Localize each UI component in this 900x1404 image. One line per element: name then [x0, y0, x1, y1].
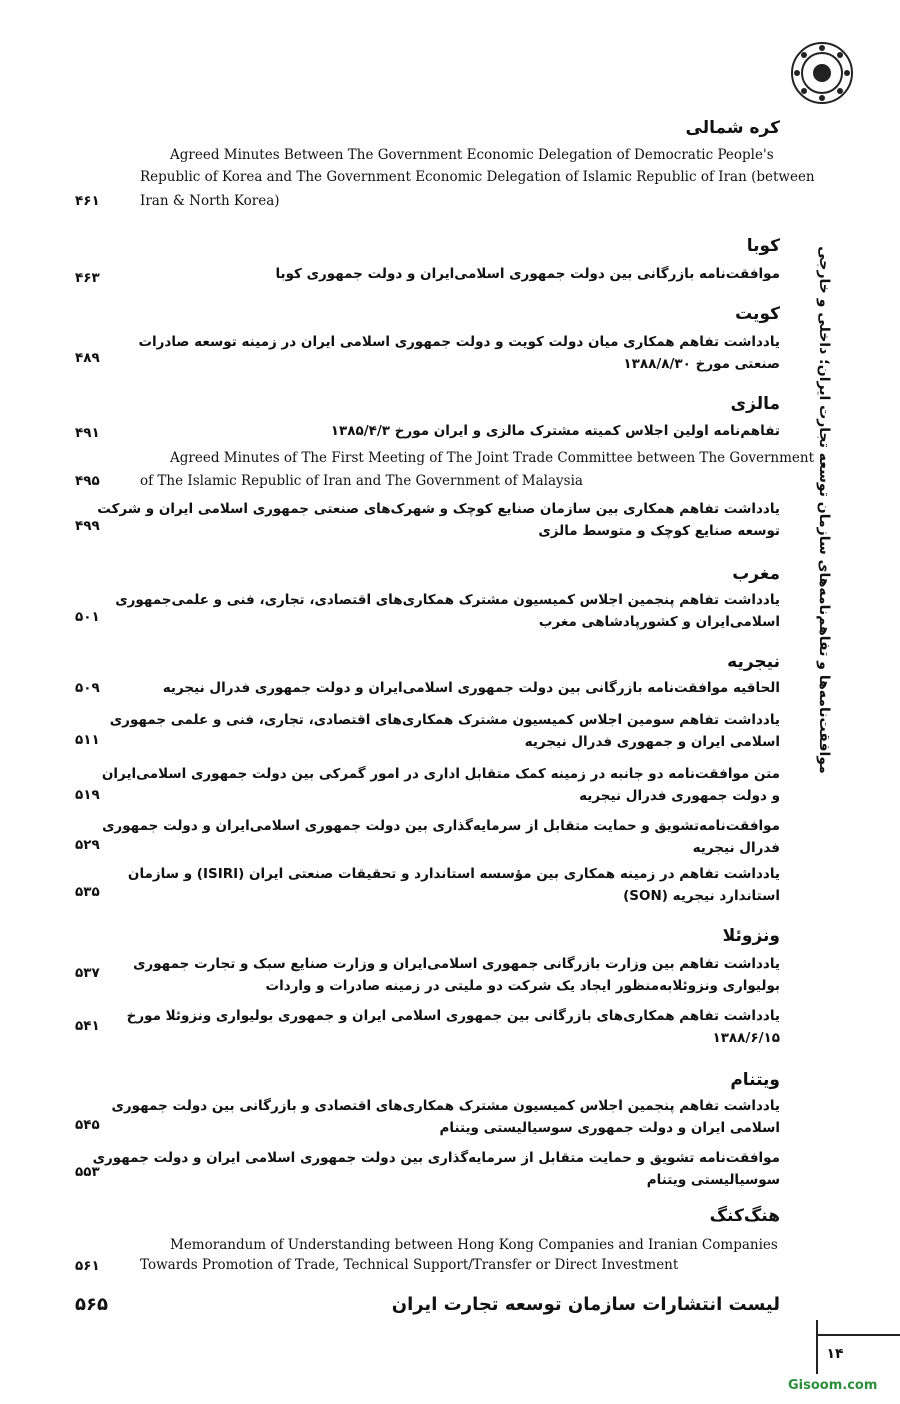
page-ref: ۵۵۳: [75, 1164, 100, 1180]
entry-text: موافقت‌نامه بازرگانی بین دولت جمهوری اسلامی‌ایران و دولت جمهوری کوبا: [275, 266, 780, 282]
page-ref: ۵۱۱: [75, 732, 100, 748]
entry-text: توسعه صنایع کوچک و متوسط مالزی: [538, 523, 780, 539]
entry-text: موافقت‌نامه تشویق و حمایت متقابل از سرمایه‌گذاری بین دولت جمهوری اسلامی ایران و دولت جمهوری: [92, 1150, 780, 1166]
entry-text: اسلامی‌ایران و کشورپادشاهی مغرب: [538, 614, 780, 630]
page-ref: ۴۶۳: [75, 270, 100, 286]
entry-text: فدرال نیجریه: [692, 840, 780, 856]
section-heading-nigeria: نیجریه: [727, 652, 780, 672]
publications-list-page: ۵۶۵: [75, 1294, 108, 1315]
entry-text: of The Islamic Republic of Iran and The Government of Malaysia: [140, 473, 583, 489]
section-heading-morocco: مغرب: [732, 564, 780, 584]
page-ref: ۴۶۱: [75, 193, 100, 209]
watermark-logo: Gisoom.com: [788, 1378, 878, 1393]
page-ref: ۴۹۹: [75, 518, 100, 534]
entry-text: اسلامی ایران و دولت جمهوری سوسیالیستی ویتنام: [439, 1120, 780, 1136]
section-heading-kuwait: کویت: [735, 304, 780, 324]
page-ref: ۵۰۹: [75, 680, 100, 696]
page-ref: ۵۳۵: [75, 884, 100, 900]
entry-text: Agreed Minutes of The First Meeting of The Joint Trade Committee between The Government: [170, 450, 814, 466]
section-heading-cuba: کوبا: [746, 236, 780, 256]
entry-text: استاندارد نیجریه (SON): [623, 888, 780, 904]
entry-text: صنعتی مورخ ۱۳۸۸/۸/۳۰: [623, 356, 780, 372]
entry-text: یادداشت تفاهم پنجمین اجلاس کمیسیون مشترک همکاری‌های اقتصادی، تجاری، فنی و علمی‌جمهوری: [115, 592, 780, 608]
entry-text: یادداشت تفاهم سومین اجلاس کمیسیون مشترک همکاری‌های اقتصادی، تجاری، فنی و علمی جمهوری: [109, 712, 780, 728]
page-ref: ۵۴۵: [75, 1117, 100, 1133]
section-heading-malaysia: مالزی: [730, 394, 780, 414]
entry-text: بولیواری ونزوئلابه‌منظور ایجاد یک شرکت دو ملیتی در زمینه صادرات و واردات: [265, 978, 780, 994]
page-ref: ۵۱۹: [75, 787, 100, 803]
entry-text: Memorandum of Understanding between Hong Kong Companies and Iranian Companies: [170, 1237, 778, 1253]
entry-text: تفاهم‌نامه اولین اجلاس کمیته مشترک مالزی و ایران مورخ ۱۳۸۵/۴/۳: [330, 423, 780, 439]
entry-text: یادداشت تفاهم همکاری بین سازمان صنایع کوچک و شهرک‌های صنعتی جمهوری اسلامی ایران و شرکت: [97, 501, 780, 517]
section-heading-venezuela: ونزوئلا: [722, 926, 780, 946]
page-ref: ۴۹۱: [75, 425, 100, 441]
entry-text: و دولت جمهوری فدرال نیجریه: [579, 788, 780, 804]
footer-horizontal-rule: [818, 1334, 900, 1336]
entry-text: Agreed Minutes Between The Government Economic Delegation of Democratic People's: [170, 147, 774, 163]
section-heading-hong-kong: هنگ‌کنگ: [709, 1206, 780, 1226]
entry-text: یادداشت تفاهم همکاری میان دولت کویت و دولت جمهوری اسلامی ایران در زمینه توسعه صادرات: [138, 334, 780, 350]
page-ref: ۴۸۹: [75, 350, 100, 366]
entry-text: یادداشت تفاهم در زمینه همکاری بین مؤسسه استاندارد و تحقیقات صنعتی ایران (ISIRI) و سازمان: [127, 866, 780, 882]
page-ref: ۵۶۱: [75, 1258, 100, 1274]
entry-text: Iran & North Korea): [140, 193, 280, 209]
footer-vertical-rule: [816, 1320, 818, 1374]
entry-text: Towards Promotion of Trade, Technical Support/Transfer or Direct Investment: [140, 1257, 679, 1273]
page-number: ۱۴: [826, 1346, 844, 1362]
organization-logo: [789, 40, 855, 106]
entry-text: متن موافقت‌نامه دو جانبه در زمینه کمک متقابل اداری در امور گمرکی بین دولت جمهوری اسلامی‌ایران: [101, 766, 780, 782]
publications-list-heading: لیست انتشارات سازمان توسعه تجارت ایران: [391, 1294, 780, 1315]
page-ref: ۵۲۹: [75, 837, 100, 853]
page-ref: ۵۴۱: [75, 1018, 100, 1034]
section-heading-vietnam: ویتنام: [730, 1070, 780, 1090]
entry-text: ۱۳۸۸/۶/۱۵: [712, 1030, 780, 1046]
entry-text: اسلامی ایران و جمهوری فدرال نیجریه: [524, 734, 780, 750]
section-heading-north-korea: کره شمالی: [685, 118, 780, 138]
entry-text: یادداشت تفاهم همکاری‌های بازرگانی بین جمهوری اسلامی ایران و جمهوری بولیواری ونزوئلا مورخ: [126, 1008, 780, 1024]
page-ref: ۵۰۱: [75, 609, 100, 625]
side-title-text: موافقت‌نامه‌ها و تفاهم‌نامه‌های سازمان توسعه تجارت ایران؛ داخلی و خارجی: [816, 246, 832, 774]
entry-text: Republic of Korea and The Government Economic Delegation of Islamic Republic of Iran (between: [140, 169, 815, 185]
page-ref: ۴۹۵: [75, 473, 100, 489]
entry-text: سوسیالیستی ویتنام: [646, 1172, 780, 1188]
page-ref: ۵۳۷: [75, 965, 100, 981]
entry-text: موافقت‌نامه‌تشویق و حمایت متقابل از سرمایه‌گذاری بین دولت جمهوری اسلامی‌ایران و دولت جمهوری: [102, 818, 780, 834]
entry-text: یادداشت تفاهم بین وزارت بازرگانی جمهوری اسلامی‌ایران و وزارت صنایع سبک و تجارت جمهوری: [133, 956, 780, 972]
entry-text: یادداشت تفاهم پنجمین اجلاس کمیسیون مشترک همکاری‌های اقتصادی و بازرگانی بین دولت جمهوری: [111, 1098, 780, 1114]
entry-text: الحاقیه موافقت‌نامه بازرگانی بین دولت جمهوری اسلامی‌ایران و دولت جمهوری فدرال نیجریه: [162, 680, 780, 696]
side-title: [808, 100, 840, 920]
